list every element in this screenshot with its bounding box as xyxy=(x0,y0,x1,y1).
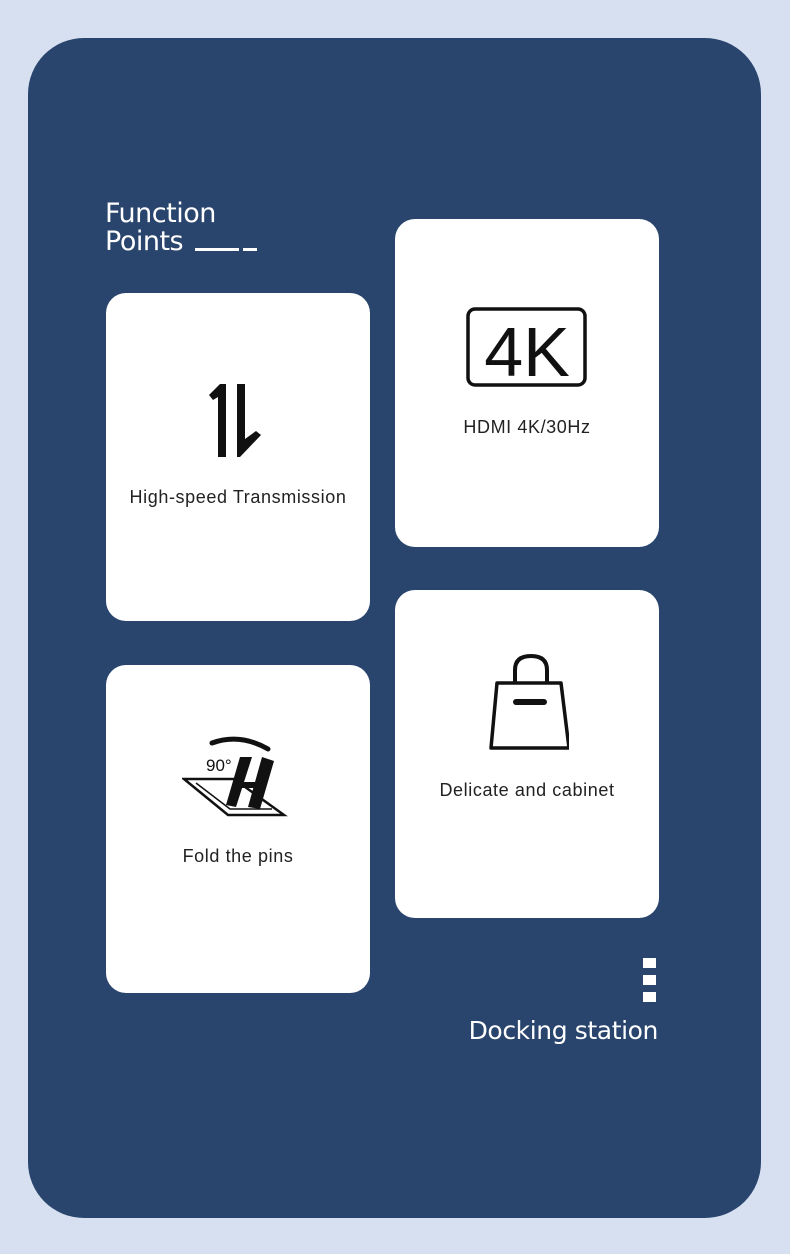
fold-pins-icon xyxy=(182,735,294,819)
4k-badge-text: 4K xyxy=(484,313,570,387)
dot xyxy=(643,958,656,968)
shopping-bag-icon xyxy=(487,652,569,752)
product-name-label: Docking station xyxy=(468,1016,658,1045)
card-label: High-speed Transmission xyxy=(129,487,347,507)
transfer-arrows-icon xyxy=(206,381,270,459)
heading-underline-long xyxy=(195,248,239,251)
heading-line-2-row xyxy=(105,228,257,256)
feature-card-transmission xyxy=(106,293,370,621)
feature-card-cabinet xyxy=(395,590,659,918)
dot xyxy=(643,975,656,985)
4k-icon xyxy=(466,307,588,387)
dot xyxy=(643,992,656,1002)
heading-underline-short xyxy=(243,248,257,251)
decorative-dots xyxy=(643,958,656,1009)
feature-card-4k xyxy=(395,219,659,547)
heading-line-2: Points xyxy=(105,226,184,257)
heading-line-1: Function xyxy=(105,198,216,229)
card-label: Fold the pins xyxy=(182,846,294,866)
section-heading xyxy=(105,200,257,256)
card-label: HDMI 4K/30Hz xyxy=(463,417,591,437)
feature-card-fold-pins xyxy=(106,665,370,993)
card-label: Delicate and cabinet xyxy=(439,780,615,800)
angle-label: 90° xyxy=(206,756,232,775)
